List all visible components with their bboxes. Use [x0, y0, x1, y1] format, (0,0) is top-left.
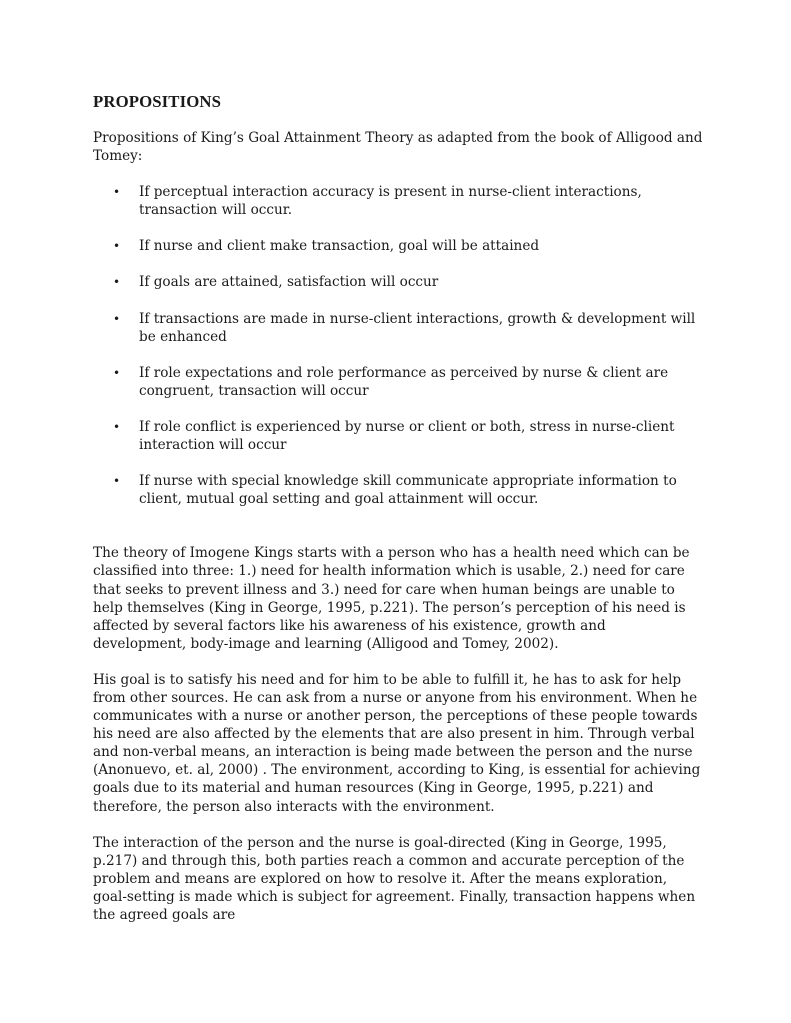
bullet-icon: • — [113, 275, 121, 290]
list-item — [93, 364, 703, 400]
proposition-text: If nurse with special knowledge skill communicate appropriate information to client, mutual goal setting and goal attainment will occur. — [139, 473, 677, 508]
list-item — [93, 237, 703, 255]
list-item — [93, 310, 703, 346]
spacer — [93, 526, 703, 544]
body-paragraph-2: His goal is to satisfy his need and for him to be able to fulfill it, he has to ask for help from other sources. He can ask from a nurse or anyone from his environment. When he communicates with a nurse or another person, the perceptions of these people towards his need are also affected by the elements that are also present in him. Through verbal and non-verbal means, an interaction is being made between the person and the nurse (Anonuevo, et. al, 2000) . The environment, according to King, is essential for achieving goals due to its material and human resources (King in George, 1995, p.221) and therefore, the person also interacts with the environment. — [93, 671, 701, 815]
proposition-text: If nurse and client make transaction, goal will be attained — [139, 238, 540, 255]
list-item — [93, 418, 703, 454]
intro-paragraph: Propositions of King’s Goal Attainment Theory as adapted from the book of Alligood and Tomey: — [93, 130, 703, 165]
bullet-icon: • — [113, 474, 121, 489]
bullet-icon: • — [113, 311, 121, 326]
list-item — [93, 273, 703, 291]
proposition-text: If transactions are made in nurse-client interactions, growth & development will be enhanced — [139, 310, 696, 345]
body-paragraph-3: The interaction of the person and the nurse is goal-directed (King in George, 1995, p.217) and through this, both parties reach a common and accurate perception of the problem and means are explored on how to resolve it. After the means exploration, goal-setting is made which is subject for agreement. Finally, transaction happens when the agreed goals are — [93, 834, 696, 923]
page-title: PROPOSITIONS — [93, 92, 222, 111]
body-paragraph-1: The theory of Imogene Kings starts with a person who has a health need which can be classified into three: 1.) need for health information which is usable, 2.) need for care that seeks to prevent illness and 3.) need for care when human beings are unable to help themselves (King in George, 1995, p.221). The person’s perception of his need is affected by several factors like his awareness of his existence, growth and development, body-image and learning (Alligood and Tomey, 2002). — [93, 545, 690, 652]
propositions-list — [93, 183, 703, 508]
proposition-text: If goals are attained, satisfaction will occur — [139, 274, 439, 291]
list-item — [93, 183, 703, 219]
bullet-icon: • — [113, 185, 121, 200]
bullet-icon: • — [113, 365, 121, 380]
list-item — [93, 472, 703, 508]
document-page — [93, 92, 703, 942]
bullet-icon: • — [113, 239, 121, 254]
proposition-text: If role conflict is experienced by nurse or client or both, stress in nurse-client interaction will occur — [139, 418, 675, 454]
bullet-icon: • — [113, 419, 121, 434]
proposition-text: If perceptual interaction accuracy is present in nurse-client interactions, transaction will occur. — [139, 184, 642, 219]
proposition-text: If role expectations and role performance as perceived by nurse & client are congruent, transaction will occur — [139, 364, 669, 399]
